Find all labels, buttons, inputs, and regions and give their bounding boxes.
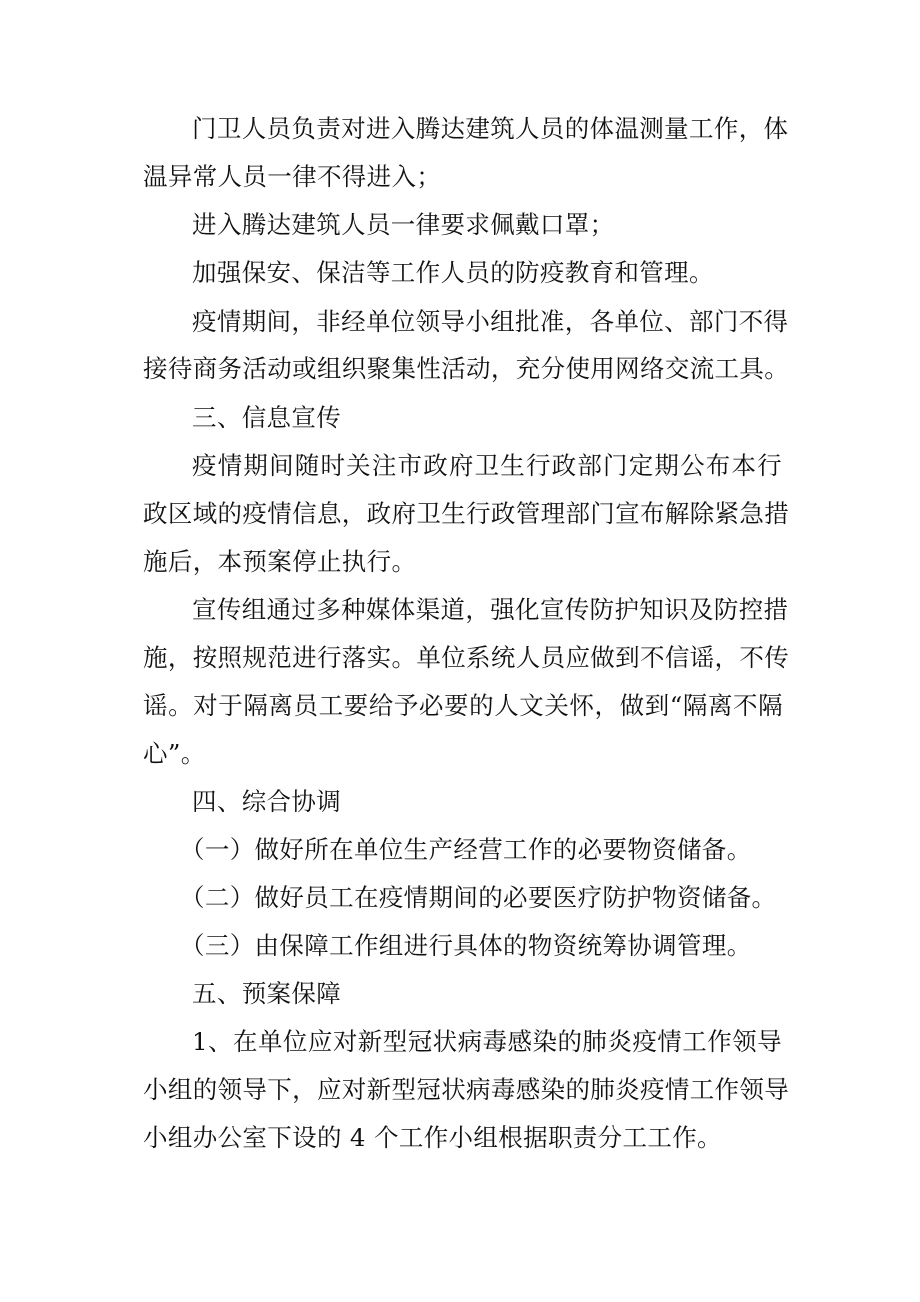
section-heading: 五、预案保障 bbox=[192, 979, 342, 1008]
paragraph-line: 门卫人员负责对进入腾达建筑人员的体温测量工作，体 bbox=[192, 114, 789, 143]
paragraph-line: 疫情期间随时关注市政府卫生行政部门定期公布本行 bbox=[192, 451, 782, 480]
paragraph-line: 温异常人员一律不得进入； bbox=[143, 162, 442, 191]
paragraph-line: 1、在单位应对新型冠状病毒感染的肺炎疫情工作领导 bbox=[192, 1027, 782, 1056]
paragraph-line: 施，按照规范进行落实。单位系统人员应做到不信谣，不传 bbox=[143, 643, 790, 672]
list-item: （一）做好所在单位生产经营工作的必要物资储备。 bbox=[180, 835, 752, 864]
paragraph-line: 心”。 bbox=[143, 739, 206, 768]
paragraph-line: 施后，本预案停止执行。 bbox=[143, 547, 417, 576]
paragraph-line: 宣传组通过多种媒体渠道，强化宣传防护知识及防控措 bbox=[192, 595, 789, 624]
list-item: （二）做好员工在疫情期间的必要医疗防护物资储备。 bbox=[180, 883, 777, 912]
section-heading: 三、信息宣传 bbox=[192, 403, 342, 432]
list-item: （三）由保障工作组进行具体的物资统筹协调管理。 bbox=[180, 931, 752, 960]
paragraph-line: 进入腾达建筑人员一律要求佩戴口罩； bbox=[192, 210, 615, 239]
paragraph-line: 政区域的疫情信息，政府卫生行政管理部门宣布解除紧急措 bbox=[143, 499, 790, 528]
paragraph-line: 谣。对于隔离员工要给予必要的人文关怀，做到“隔离不隔 bbox=[143, 691, 783, 720]
paragraph-line: 加强保安、保洁等工作人员的防疫教育和管理。 bbox=[192, 258, 714, 287]
paragraph-line: 小组办公室下设的 4 个工作小组根据职责分工工作。 bbox=[143, 1123, 722, 1152]
paragraph-line: 小组的领导下，应对新型冠状病毒感染的肺炎疫情工作领导 bbox=[143, 1075, 790, 1104]
paragraph-line: 疫情期间，非经单位领导小组批准，各单位、部门不得 bbox=[192, 307, 789, 336]
paragraph-line: 接待商务活动或组织聚集性活动，充分使用网络交流工具。 bbox=[143, 354, 790, 383]
section-heading: 四、综合协调 bbox=[192, 787, 342, 816]
